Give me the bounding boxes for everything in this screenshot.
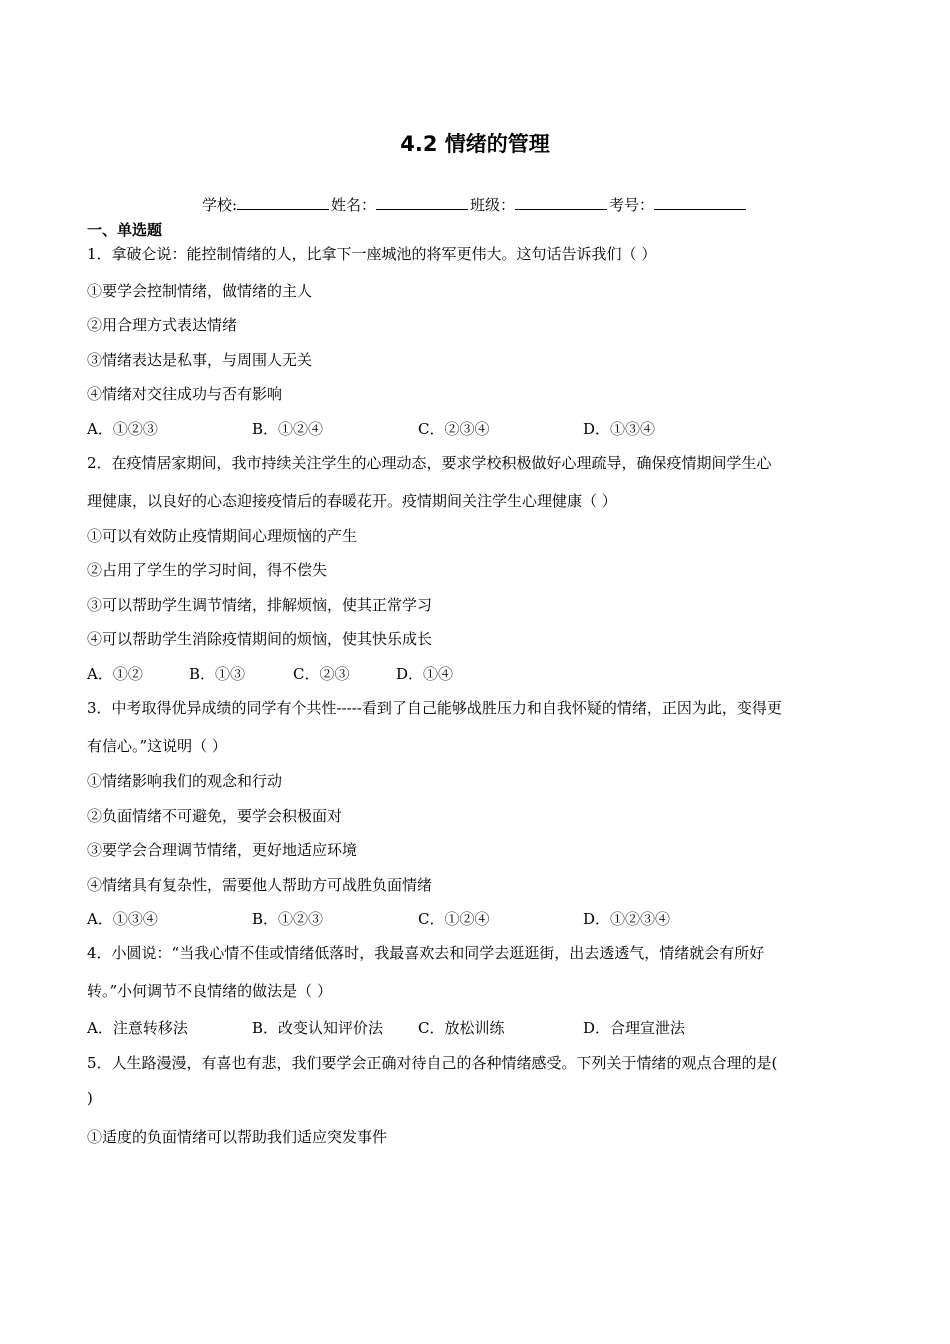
- option-a[interactable]: A．①②③: [87, 420, 158, 438]
- option-c[interactable]: C．①②④: [418, 910, 490, 928]
- exam-no-blank[interactable]: [654, 195, 746, 210]
- question-5-stem: 5．人生路漫漫，有喜也有悲，我们要学会正确对待自己的各种情绪感受。下列关于情绪的观点合理的是(: [87, 1054, 778, 1072]
- class-blank[interactable]: [515, 195, 607, 210]
- question-1-item: ①要学会控制情绪，做情绪的主人: [87, 282, 313, 300]
- student-info-line: [0, 194, 950, 215]
- option-a[interactable]: A．①②: [87, 665, 143, 683]
- option-d[interactable]: D．①②③④: [583, 910, 671, 928]
- question-2-stem: 2．在疫情居家期间，我市持续关注学生的心理动态，要求学校积极做好心理疏导，确保疫情期间学生心: [87, 454, 772, 472]
- question-3-item: ④情绪具有复杂性，需要他人帮助方可战胜负面情绪: [87, 876, 433, 894]
- page-title: 4.2 情绪的管理: [400, 132, 550, 156]
- option-b[interactable]: B．①②③: [252, 910, 324, 928]
- question-1-stem: 1．拿破仑说：能控制情绪的人，比拿下一座城池的将军更伟大。这句话告诉我们（ ）: [87, 245, 657, 263]
- option-c[interactable]: C．②③: [293, 665, 350, 683]
- question-2-item: ③可以帮助学生调节情绪，排解烦恼，使其正常学习: [87, 596, 433, 614]
- school-label: 学校:: [201, 196, 237, 214]
- question-5-stem: ): [87, 1089, 93, 1107]
- question-2-item: ④可以帮助学生消除疫情期间的烦恼，使其快乐成长: [87, 630, 433, 648]
- option-a[interactable]: A．①③④: [87, 910, 158, 928]
- question-4-stem: 转。”小何调节不良情绪的做法是（ ）: [87, 982, 332, 1000]
- question-1-item: ④情绪对交往成功与否有影响: [87, 385, 283, 403]
- question-2-stem: 理健康，以良好的心态迎接疫情后的春暖花开。疫情期间关注学生心理健康（ ）: [87, 492, 617, 510]
- question-3-stem: 有信心。”这说明（ ）: [87, 737, 227, 755]
- question-1-item: ②用合理方式表达情绪: [87, 316, 238, 334]
- question-5-item: ①适度的负面情绪可以帮助我们适应突发事件: [87, 1128, 388, 1146]
- option-b[interactable]: B．改变认知评价法: [252, 1019, 384, 1037]
- question-3-item: ③要学会合理调节情绪，更好地适应环境: [87, 841, 358, 859]
- class-label: 班级：: [470, 196, 516, 214]
- option-a[interactable]: A．注意转移法: [87, 1019, 188, 1037]
- option-c[interactable]: C．②③④: [418, 420, 490, 438]
- question-3-item: ②负面情绪不可避免，要学会积极面对: [87, 807, 343, 825]
- question-1-item: ③情绪表达是私事，与周围人无关: [87, 351, 313, 369]
- option-c[interactable]: C．放松训练: [418, 1019, 505, 1037]
- name-label: 姓名：: [331, 196, 377, 214]
- school-blank[interactable]: [237, 195, 329, 210]
- option-b[interactable]: B．①③: [189, 665, 246, 683]
- question-3-stem: 3．中考取得优异成绩的同学有个共性-----看到了自己能够战胜压力和自我怀疑的情绪，正因为此，变得更: [87, 699, 782, 717]
- name-blank[interactable]: [376, 195, 468, 210]
- question-2-item: ①可以有效防止疫情期间心理烦恼的产生: [87, 527, 358, 545]
- question-4-stem: 4．小圆说：“当我心情不佳或情绪低落时，我最喜欢去和同学去逛逛街，出去透透气，情绪就会有所好: [87, 944, 765, 962]
- question-2-item: ②占用了学生的学习时间，得不偿失: [87, 561, 328, 579]
- section-heading: 一、单选题: [87, 221, 163, 239]
- exam-no-label: 考号：: [609, 196, 655, 214]
- option-b[interactable]: B．①②④: [252, 420, 324, 438]
- option-d[interactable]: D．①④: [396, 665, 454, 683]
- option-d[interactable]: D．①③④: [583, 420, 656, 438]
- option-d[interactable]: D．合理宣泄法: [583, 1019, 686, 1037]
- question-3-item: ①情绪影响我们的观念和行动: [87, 772, 283, 790]
